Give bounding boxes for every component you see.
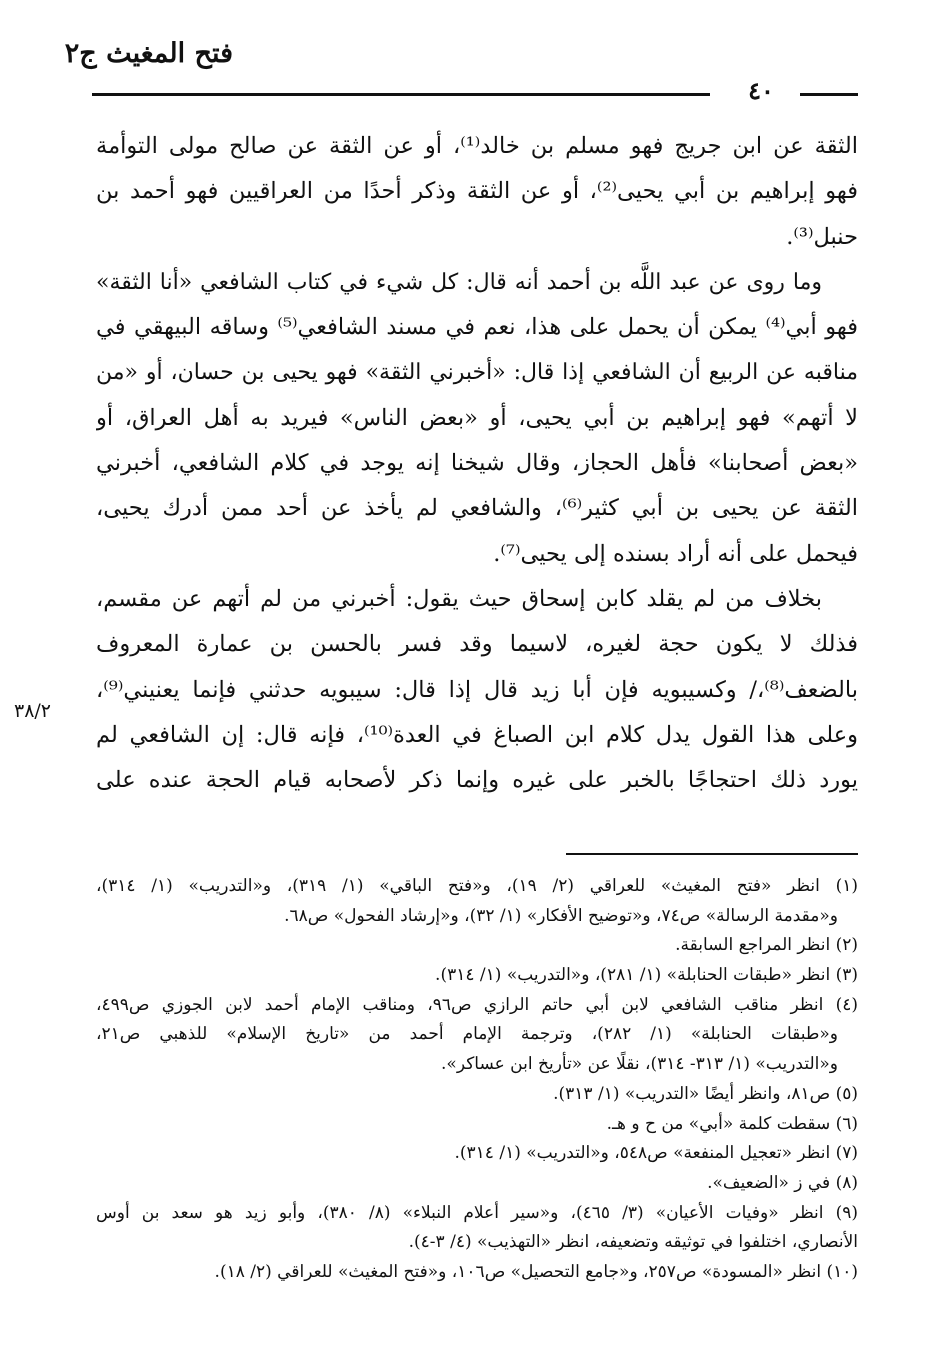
body-line: الثقة عن ابن جريج فهو مسلم بن خالد⁽¹⁾، أو عن الثقة عن صالح مولى التوأمة [96, 133, 858, 159]
body-line: يورد ذلك احتجاجًا بالخبر على غيره وإنما ذكر لأصحابه قيام الحجة عنده على [96, 767, 858, 794]
body-line: فذلك لا يكون حجة لغيره، لاسيما وقد فسر بالحسن بن عمارة المعروف [96, 631, 858, 658]
body-line: الثقة عن يحيى بن أبي كثير⁽⁶⁾، والشافعي لم يأخذ عن أحد ممن أدرك يحيى، [96, 495, 858, 522]
body-line: حنبل⁽³⁾. [786, 223, 858, 250]
body-line: وعلى هذا القول يدل كلام ابن الصباغ في العدة⁽¹⁰⁾، فإنه قال: إن الشافعي لم [96, 721, 858, 748]
footnote-line: و«مقدمة الرسالة» ص٧٤، و«توضيح الأفكار» (١/ ٣٢)، و«إرشاد الفحول» ص٦٨. [284, 905, 838, 926]
page-number: ٤٠ [748, 76, 774, 105]
body-text [96, 124, 858, 803]
footnote-line: (٢) انظر المراجع السابقة. [675, 935, 858, 956]
margin-reference: ٣٨/٢ [14, 700, 52, 722]
footnote-line: (٨) في ز «الضعيف». [707, 1172, 858, 1193]
body-line: لا أتهم» فهو إبراهيم بن أبي يحيى، أو «بعض الناس» فيريد به أهل العراق، أو [96, 404, 858, 431]
footnote-line: (٣) انظر «طبقات الحنابلة» (١/ ٢٨١)، و«التدريب» (١/ ٣١٤). [435, 965, 858, 986]
footnote-line: و«التدريب» (١/ ٣١٣- ٣١٤)، نقلًا عن «تأريخ ابن عساكر». [441, 1054, 838, 1075]
footnote-line: الأنصاري، اختلفوا في توثيقه وتضعيفه، انظر «التهذيب» (٤/ ٣-٤). [408, 1232, 858, 1253]
footnote-line: (٤) انظر مناقب الشافعي لابن أبي حاتم الرازي ص٩٦، ومناقب الإمام أحمد لابن الجوزي ص٤٩٩، [96, 994, 858, 1015]
footnote-line: (١) انظر «فتح المغيث» للعراقي (٢/ ١٩)، و«فتح الباقي» (١/ ٣١٩)، و«التدريب» (١/ ٣١٤)، [96, 876, 858, 896]
footnote-line: (٧) انظر «تعجيل المنفعة» ص٥٤٨، و«التدريب» (١/ ٣١٤). [454, 1143, 858, 1164]
footnotes [96, 872, 858, 1288]
running-title: فتح المغيث ج٢ [64, 38, 233, 69]
body-line: بخلاف من لم يقلد كابن إسحاق حيث يقول: أخبرني من لم أتهم عن مقسم، [96, 585, 822, 612]
footnote-line: (٥) ص٨١، وانظر أيضًا «التدريب» (١/ ٣١٣). [553, 1083, 858, 1104]
body-line: فهو إبراهيم بن أبي يحيى⁽²⁾، أو عن الثقة وذكر أحدًا من العراقيين فهو أحمد بن [96, 178, 858, 205]
footnote-line: (١٠) انظر «المسودة» ص٢٥٧، و«جامع التحصيل» ص١٠٦، و«فتح المغيث» للعراقي (٢/ ١٨). [214, 1261, 858, 1282]
header-rule [92, 93, 710, 96]
footnote-line: و«طبقات الحنابلة» (١/ ٢٨٢)، وترجمة الإمام أحمد من «تاريخ الإسلام» للذهبي ص٢١، [96, 1024, 839, 1045]
body-line: فيحمل على أنه أراد بسنده إلى يحيى⁽⁷⁾. [493, 540, 858, 567]
body-line: فهو أبي⁽⁴⁾ يمكن أن يحمل على هذا، نعم في مسند الشافعي⁽⁵⁾ وساقه البيهقي في [96, 314, 858, 341]
footnote-line: (٩) انظر «وفيات الأعيان» (٣/ ٤٦٥)، و«سير أعلام النبلاء» (٨/ ٣٨٠)، وأبو زيد هو سعد بن أوس [96, 1202, 858, 1223]
footnote-separator [566, 853, 858, 855]
body-line: مناقبه عن الربيع أن الشافعي إذا قال: «أخبرني الثقة» فهو يحيى بن حسان، أو «من [96, 360, 858, 386]
footnote-line: (٦) سقطت كلمة «أبي» من ح و هـ. [606, 1113, 858, 1134]
body-line: وما روى عن عبد اللَّه بن أحمد أنه قال: كل شيء في كتاب الشافعي «أنا الثقة» [96, 269, 822, 295]
body-line: بالضعف⁽⁸⁾،/ وكسيبويه فإن أبا زيد قال إذا قال: سيبويه حدثني فإنما يعنيني⁽⁹⁾، [96, 676, 858, 703]
header-rule-short [800, 93, 858, 96]
body-line: «بعض أصحابنا» فأهل الحجاز، وقال شيخنا إنه يوجد في كلام الشافعي، أخبرني [96, 450, 858, 477]
